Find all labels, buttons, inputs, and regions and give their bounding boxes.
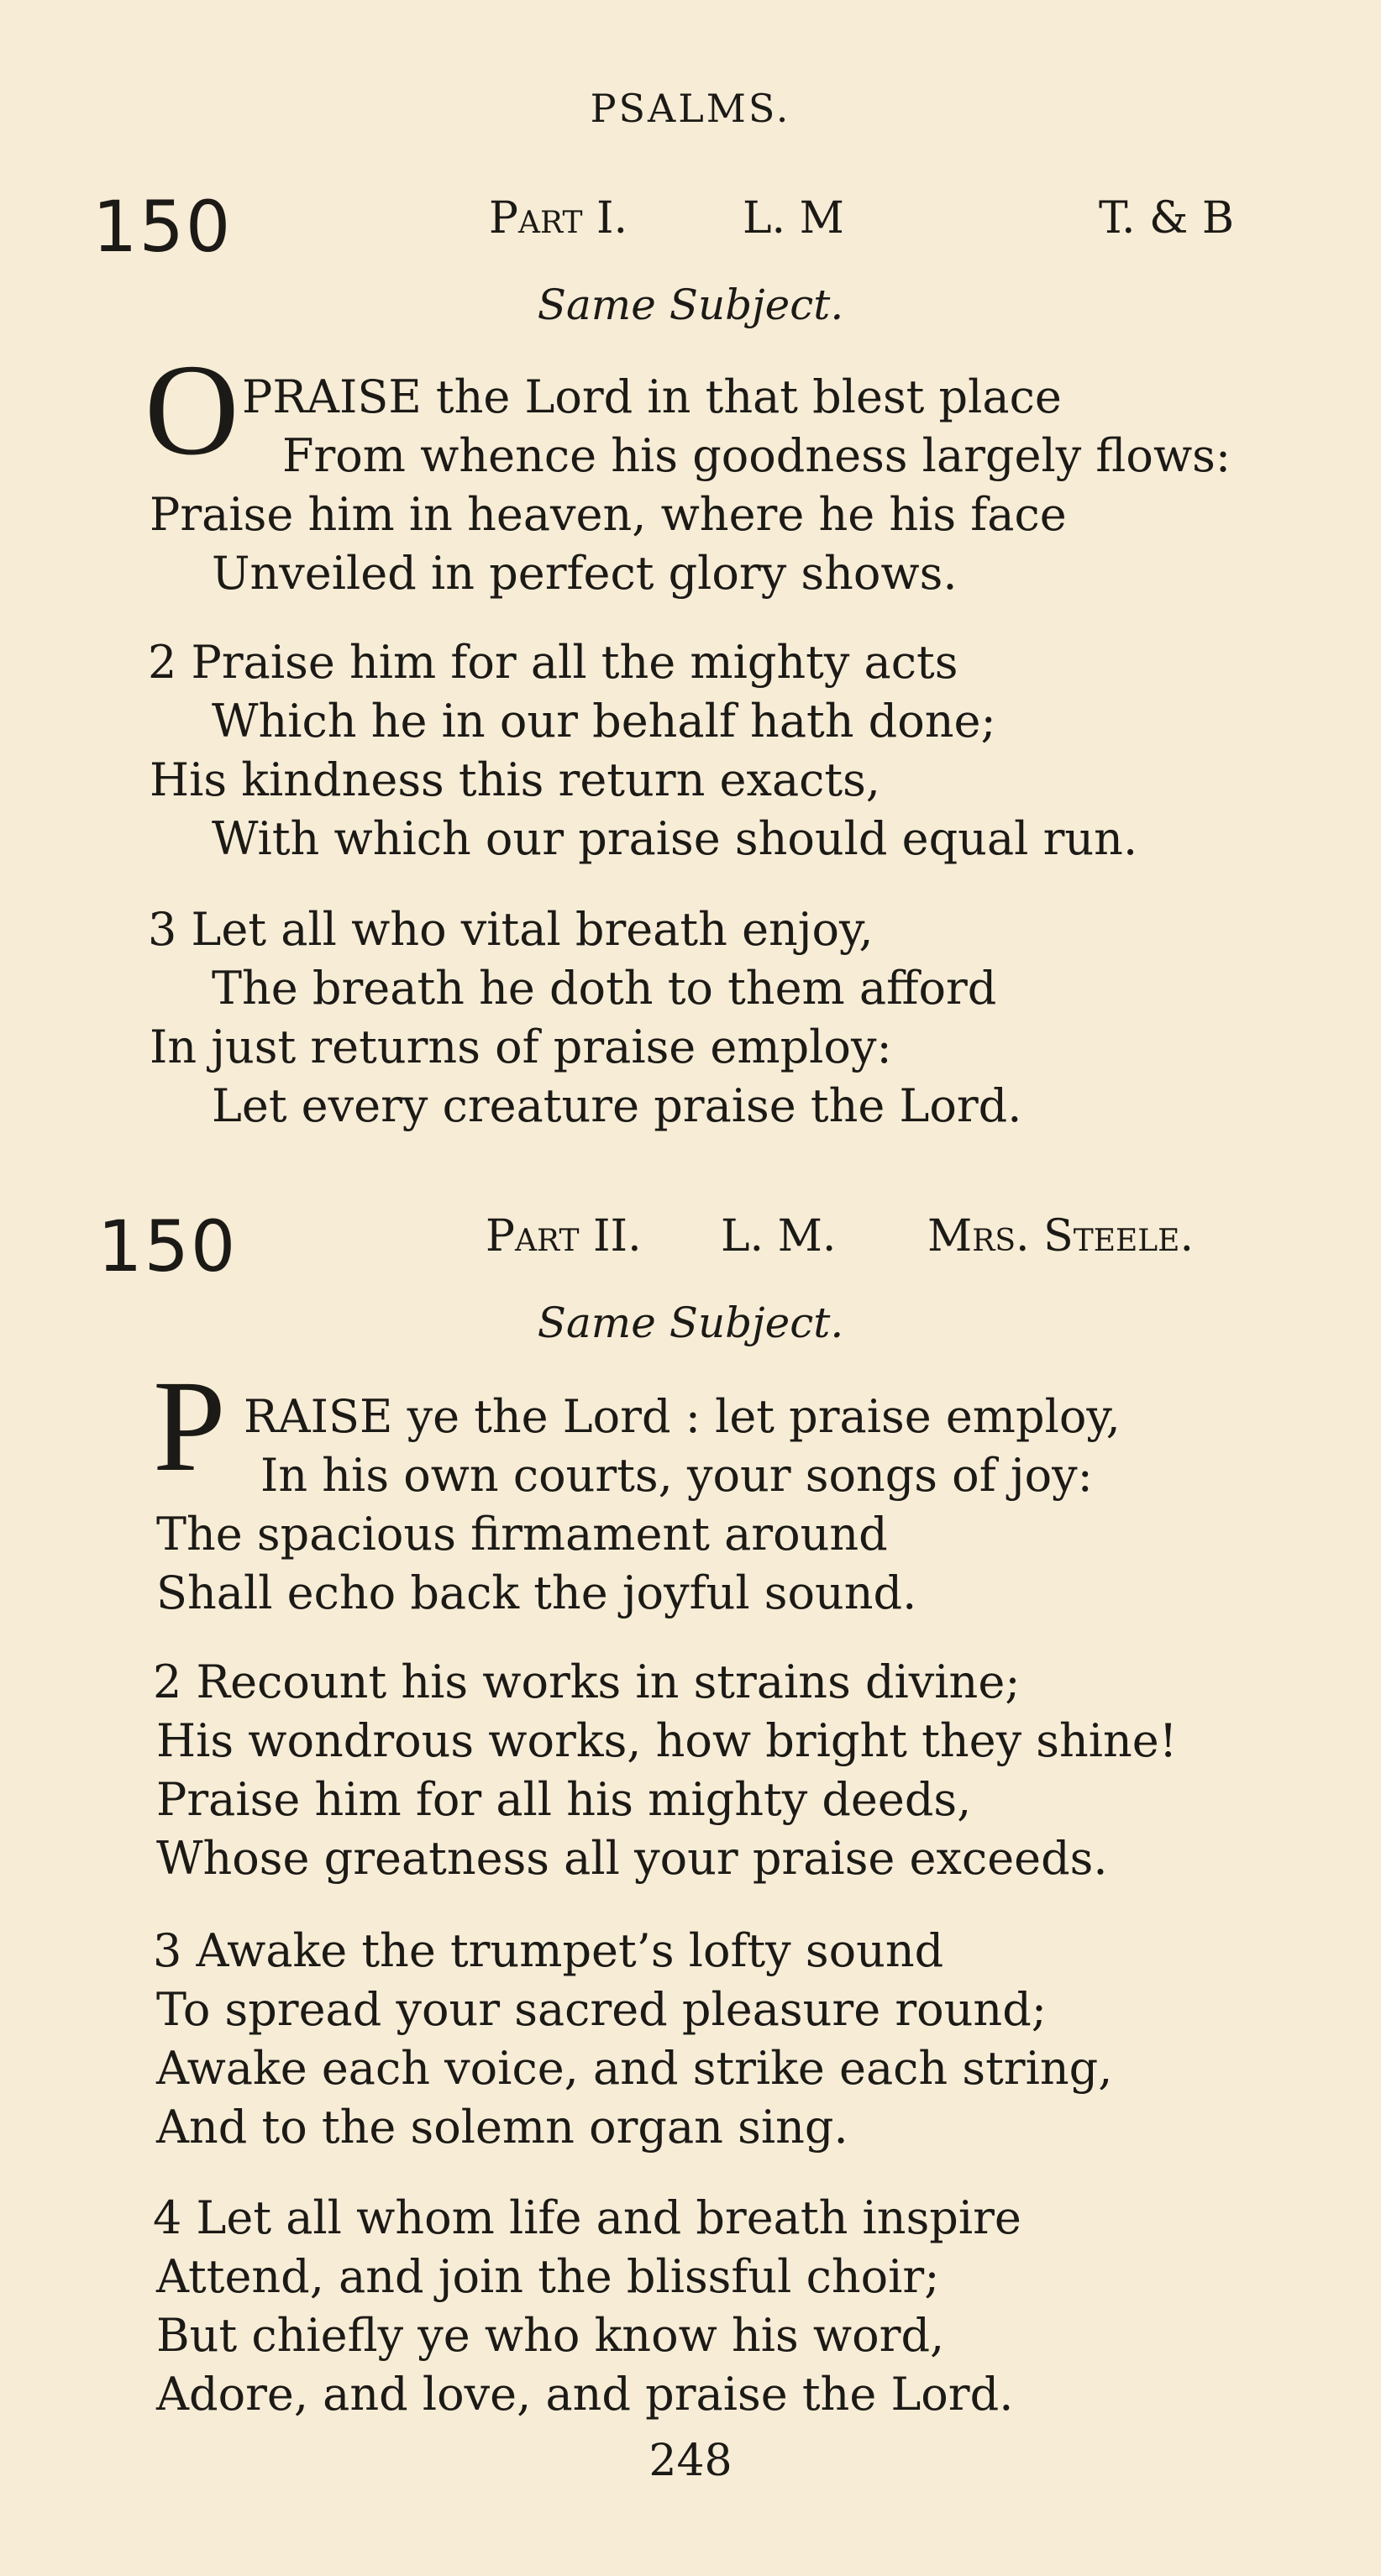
hymn-number: 150 [97, 1205, 238, 1288]
drop-cap: O [144, 337, 239, 482]
verse-line: To spread your sacred pleasure round; [156, 1983, 1047, 2036]
verse-line: 2 Recount his works in strains divine; [153, 1655, 1021, 1708]
verse-line: 4 Let all whom life and breath inspire [153, 2191, 1021, 2244]
hymn-meter: L. M. [721, 1211, 837, 1262]
verse-line: But chiefly ye who know his word, [156, 2309, 945, 2362]
verse-line: Unveiled in perfect glory shows. [212, 547, 958, 600]
running-head: PSALMS. [590, 86, 791, 131]
verse-line: From whence his goodness largely flows: [282, 429, 1231, 482]
hymn-part-label: Part I. [489, 193, 628, 244]
verse-line: With which our praise should equal run. [212, 812, 1138, 865]
verse-line: 3 Awake the trumpet’s lofty sound [153, 1924, 944, 1977]
verse-line: Praise him in heaven, where he his face [150, 488, 1067, 541]
verse-line: In just returns of praise employ: [150, 1020, 892, 1073]
hymn-author: Mrs. Steele. [927, 1211, 1194, 1262]
verse-line: In his own courts, your songs of joy: [260, 1449, 1093, 1502]
hymn-subject: Same Subject. [537, 1298, 844, 1347]
hymn-subject: Same Subject. [537, 281, 844, 329]
hymn-part-label: Part II. [486, 1211, 642, 1262]
verse-line: His kindness this return exacts, [150, 753, 880, 806]
verse-line: 2 Praise him for all the mighty acts [148, 636, 958, 689]
hymn-number: 150 [92, 186, 233, 268]
verse-line: Shall echo back the joyful sound. [156, 1566, 917, 1619]
verse-line: The spacious firmament around [156, 1508, 888, 1561]
verse-line: PRAISE the Lord in that blest place [242, 370, 1062, 423]
hymn-author: T. & B [1099, 193, 1235, 244]
verse-line: 3 Let all who vital breath enjoy, [148, 903, 874, 956]
verse-line: Whose greatness all your praise exceeds. [156, 1832, 1108, 1885]
verse-line: Attend, and join the blissful choir; [156, 2250, 940, 2303]
verse-line: Adore, and love, and praise the Lord. [156, 2368, 1014, 2421]
verse-line: And to the solemn organ sing. [156, 2101, 848, 2154]
verse-line: Praise him for all his mighty deeds, [156, 1773, 972, 1826]
drop-cap: P [153, 1353, 226, 1498]
hymn-meter: L. M [743, 193, 844, 244]
verse-line: Which he in our behalf hath done; [212, 695, 996, 748]
page-number: 248 [648, 2436, 733, 2486]
verse-line: The breath he doth to them afford [212, 962, 997, 1015]
verse-line: RAISE ye the Lord : let praise employ, [244, 1390, 1121, 1443]
verse-line: Let every creature praise the Lord. [212, 1079, 1022, 1132]
verse-line: Awake each voice, and strike each string, [156, 2042, 1113, 2095]
verse-line: His wondrous works, how bright they shine! [156, 1714, 1178, 1767]
